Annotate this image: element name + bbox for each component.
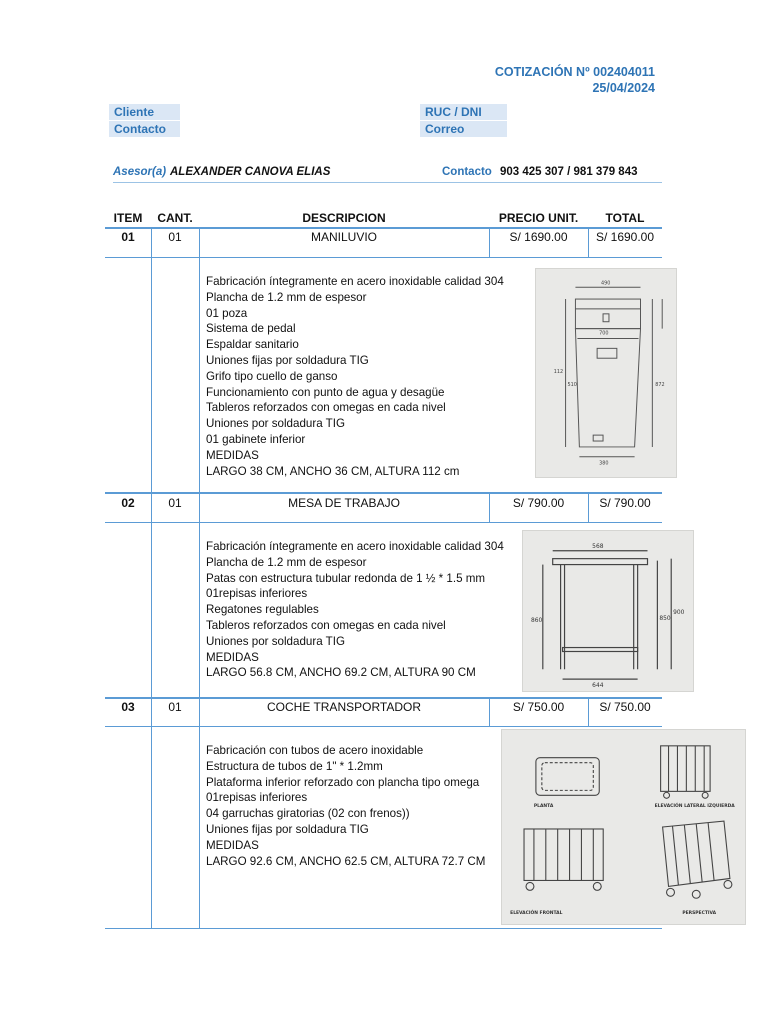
advisor-name: ALEXANDER CANOVA ELIAS bbox=[170, 166, 331, 178]
dim-label: 644 bbox=[592, 683, 604, 690]
item-unit-price: S/ 790.00 bbox=[512, 496, 565, 510]
item-number: 03 bbox=[121, 700, 135, 714]
item-qty: 01 bbox=[168, 230, 182, 244]
row-divider bbox=[105, 522, 662, 523]
advisor-label: Asesor(a) bbox=[113, 166, 167, 178]
item-name: MANILUVIO bbox=[310, 230, 377, 244]
detail-line: MEDIDAS bbox=[206, 650, 259, 664]
item-name: COCHE TRANSPORTADOR bbox=[266, 700, 422, 714]
header-description: DESCRIPCION bbox=[302, 211, 386, 225]
mesa-drawing-svg bbox=[523, 531, 693, 691]
contact-label: Contacto bbox=[109, 121, 180, 137]
header-total: TOTAL bbox=[605, 211, 645, 225]
detail-line: Fabricación íntegramente en acero inoxidable calidad 304 bbox=[206, 275, 504, 288]
item-unit-price: S/ 1690.00 bbox=[509, 230, 568, 244]
row-divider bbox=[105, 492, 662, 494]
quote-date: 25/04/2024 bbox=[592, 81, 655, 95]
detail-line: Plataforma inferior reforzado con plancha tipo omega bbox=[206, 775, 480, 789]
item-total: S/ 1690.00 bbox=[595, 230, 655, 244]
row-divider bbox=[105, 726, 662, 727]
ruc-label: RUC / DNI bbox=[420, 104, 507, 120]
quote-number: COTIZACIÓN Nº 002404011 bbox=[494, 65, 655, 79]
dim-label: 850 bbox=[659, 615, 671, 622]
detail-line: 04 garruchas giratorias (02 con frenos)) bbox=[206, 807, 410, 821]
detail-line: Plancha de 1.2 mm de espesor bbox=[206, 555, 367, 569]
detail-line: 01repisas inferiores bbox=[206, 587, 308, 601]
detail-line: Tableros reforzados con omegas en cada nivel bbox=[206, 401, 446, 415]
dim-label: 900 bbox=[673, 609, 685, 616]
detail-line: Fabricación con tubos de acero inoxidable bbox=[206, 744, 424, 757]
dim-label: 700 bbox=[599, 330, 609, 337]
detail-line: 01 gabinete inferior bbox=[206, 432, 306, 446]
coche-drawing-svg bbox=[502, 730, 745, 924]
item-number: 01 bbox=[121, 230, 135, 244]
dim-label: 568 bbox=[592, 543, 604, 550]
detail-line: Fabricación íntegramente en acero inoxidable calidad 304 bbox=[206, 540, 504, 553]
table-header-rule bbox=[105, 227, 662, 229]
header-qty: CANT. bbox=[157, 211, 193, 225]
advisor-row bbox=[113, 166, 662, 183]
detail-line: Uniones fijas por soldadura TIG bbox=[206, 822, 369, 836]
table-bottom-rule bbox=[105, 928, 662, 929]
client-label: Cliente bbox=[109, 104, 180, 120]
dim-label: 490 bbox=[601, 280, 611, 287]
detail-line: MEDIDAS bbox=[206, 448, 259, 462]
column-divider bbox=[151, 228, 152, 928]
detail-line: Plancha de 1.2 mm de espesor bbox=[206, 290, 367, 304]
mesa-drawing bbox=[522, 530, 694, 692]
dim-label: 510 bbox=[567, 381, 577, 388]
detail-line: Regatones regulables bbox=[206, 603, 319, 617]
item-name: MESA DE TRABAJO bbox=[288, 496, 400, 510]
item-unit-price: S/ 750.00 bbox=[512, 700, 565, 714]
header-item: ITEM bbox=[113, 211, 143, 225]
dim-label: 112 bbox=[553, 369, 564, 375]
drawing-label: PERSPECTIVA bbox=[682, 911, 717, 917]
detail-line: 01repisas inferiores bbox=[206, 791, 308, 805]
detail-line: Estructura de tubos de 1" * 1.2mm bbox=[206, 759, 383, 773]
detail-line: Uniones fijas por soldadura TIG bbox=[206, 353, 369, 367]
detail-line: Tableros reforzados con omegas en cada nivel bbox=[206, 618, 446, 632]
item-number: 02 bbox=[121, 496, 135, 510]
detail-line: 01 poza bbox=[206, 306, 248, 320]
drawing-label: ELEVACIÓN LATERAL IZQUIERDA bbox=[654, 804, 735, 810]
item-qty: 01 bbox=[168, 700, 182, 714]
drawing-label: PLANTA bbox=[533, 804, 554, 810]
detail-line: Sistema de pedal bbox=[206, 322, 296, 336]
detail-line: Uniones por soldadura TIG bbox=[206, 634, 345, 648]
email-label: Correo bbox=[420, 121, 507, 137]
dim-label: 860 bbox=[530, 617, 543, 624]
advisor-phones: 903 425 307 / 981 379 843 bbox=[500, 166, 638, 178]
detail-line: Espaldar sanitario bbox=[206, 338, 299, 352]
item-qty: 01 bbox=[168, 496, 182, 510]
dim-label: 380 bbox=[599, 460, 609, 467]
item-total: S/ 750.00 bbox=[599, 700, 651, 714]
maniluvio-drawing bbox=[535, 268, 677, 478]
detail-line: LARGO 38 CM, ANCHO 36 CM, ALTURA 112 cm bbox=[206, 464, 460, 478]
maniluvio-drawing-svg bbox=[536, 269, 676, 477]
item-total: S/ 790.00 bbox=[599, 496, 651, 510]
advisor-contact-label: Contacto bbox=[442, 166, 492, 178]
column-divider bbox=[199, 228, 200, 928]
item-details bbox=[206, 743, 485, 869]
coche-drawing bbox=[501, 729, 746, 925]
item-details bbox=[206, 274, 504, 479]
detail-line: LARGO 56.8 CM, ANCHO 69.2 CM, ALTURA 90 CM bbox=[206, 666, 476, 680]
item-details bbox=[206, 539, 504, 681]
detail-line: Grifo tipo cuello de ganso bbox=[206, 369, 338, 383]
detail-line: Funcionamiento con punto de agua y desagüe bbox=[206, 385, 445, 399]
drawing-label: ELEVACIÓN FRONTAL bbox=[510, 911, 563, 917]
row-divider bbox=[105, 257, 662, 258]
header-unit-price: PRECIO UNIT. bbox=[498, 211, 579, 225]
detail-line: LARGO 92.6 CM, ANCHO 62.5 CM, ALTURA 72.7 CM bbox=[206, 854, 486, 868]
dim-label: 872 bbox=[655, 381, 665, 388]
row-divider bbox=[105, 697, 662, 699]
detail-line: Patas con estructura tubular redonda de 1 ½ * 1.5 mm bbox=[206, 571, 486, 585]
detail-line: Uniones por soldadura TIG bbox=[206, 417, 345, 431]
detail-line: MEDIDAS bbox=[206, 838, 259, 852]
